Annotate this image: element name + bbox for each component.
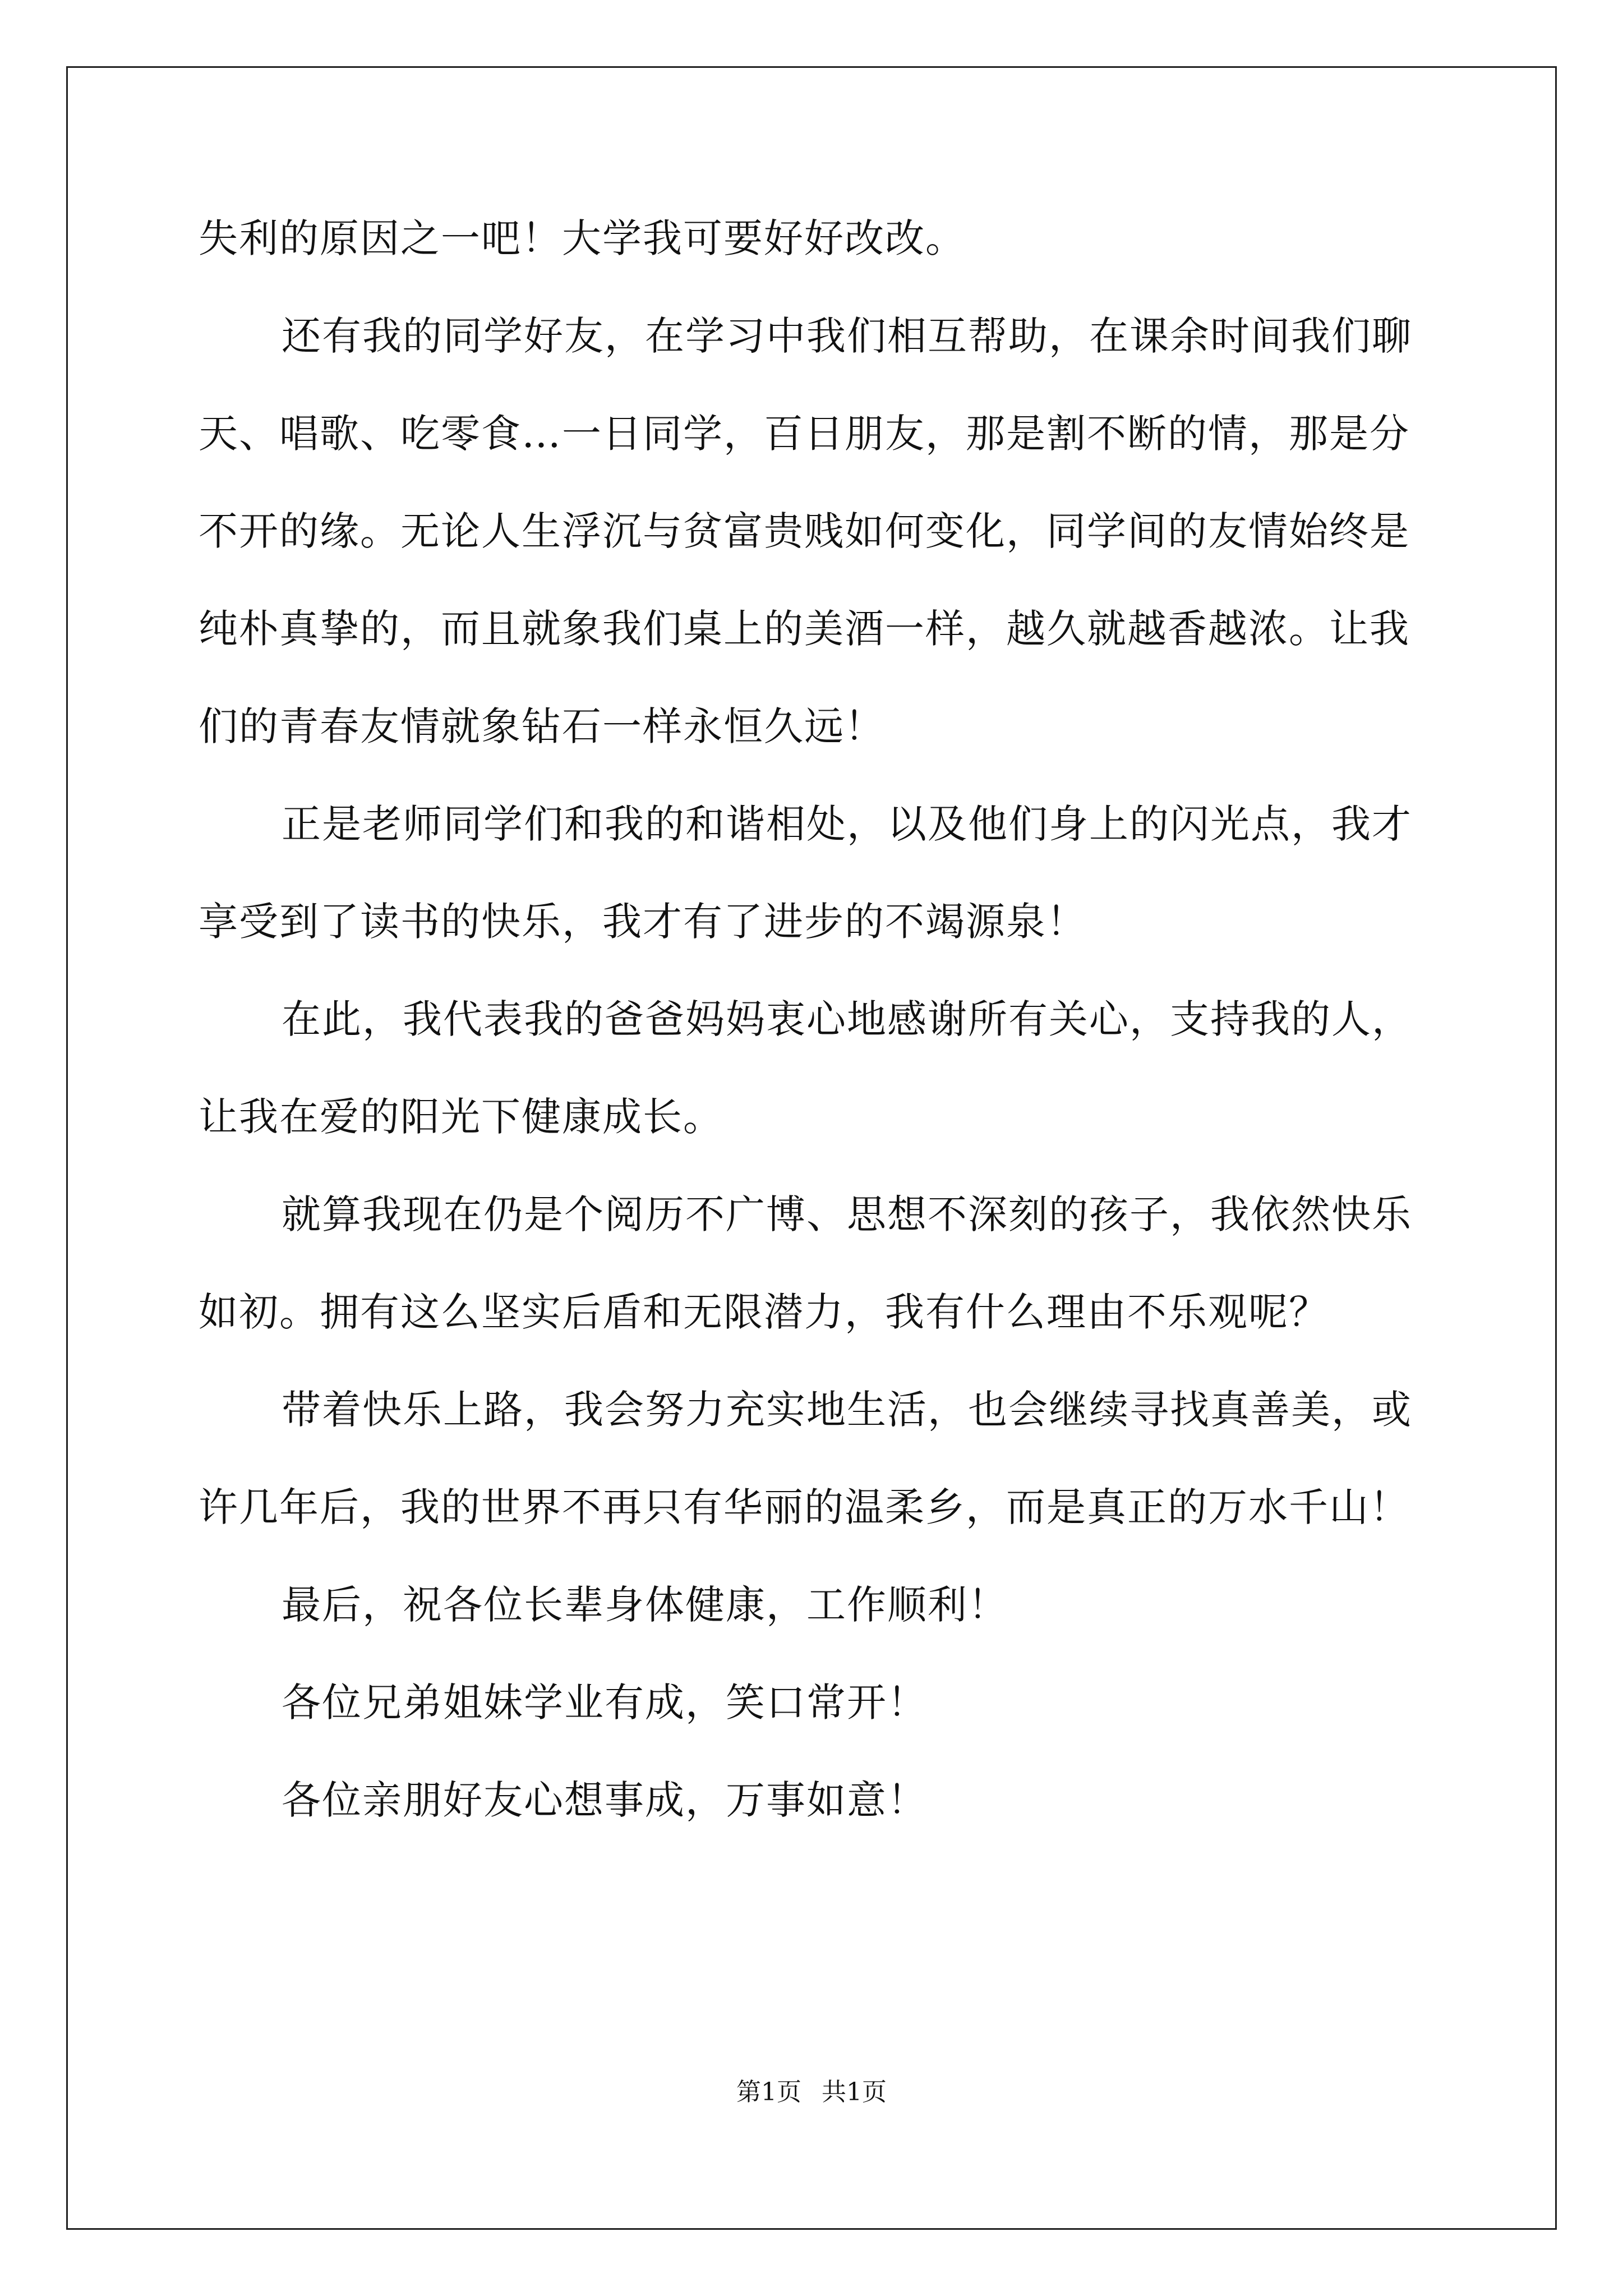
text-line: 各位亲朋好友心想事成，万事如意！	[282, 1777, 928, 1823]
text-line: 纯朴真挚的，而且就象我们桌上的美酒一样，越久就越香越浓。让我	[199, 606, 1410, 652]
text-line: 正是老师同学们和我的和谐相处，以及他们身上的闪光点，我才	[282, 801, 1412, 847]
text-line: 还有我的同学好友，在学习中我们相互帮助，在课余时间我们聊	[282, 313, 1412, 359]
text-line: 如初。拥有这么坚实后盾和无限潜力，我有什么理由不乐观呢？	[199, 1289, 1329, 1335]
text-line: 们的青春友情就象钻石一样永恒久远！	[199, 703, 885, 749]
text-line: 在此，我代表我的爸爸妈妈衷心地感谢所有关心，支持我的人，	[282, 996, 1412, 1042]
text-line: 让我在爱的阳光下健康成长。	[199, 1094, 723, 1140]
page-total: 共1页	[822, 2078, 887, 2106]
text-line: 享受到了读书的快乐，我才有了进步的不竭源泉！	[199, 899, 1087, 945]
page-number: 第1页	[736, 2078, 801, 2106]
text-line: 天、唱歌、吃零食…一日同学，百日朋友，那是割不断的情，那是分	[199, 411, 1410, 457]
text-line: 各位兄弟姐妹学业有成，笑口常开！	[282, 1680, 928, 1726]
text-line: 不开的缘。无论人生浮沉与贫富贵贱如何变化，同学间的友情始终是	[199, 508, 1410, 554]
page-footer	[0, 2076, 1623, 2109]
text-line: 失利的原因之一吧！大学我可要好好改改。	[199, 215, 966, 261]
text-line: 许几年后，我的世界不再只有华丽的温柔乡，而是真正的万水千山！	[199, 1484, 1410, 1530]
text-line: 最后，祝各位长辈身体健康，工作顺利！	[282, 1582, 1008, 1628]
text-line: 就算我现在仍是个阅历不广博、思想不深刻的孩子，我依然快乐	[282, 1191, 1412, 1237]
text-line: 带着快乐上路，我会努力充实地生活，也会继续寻找真善美，或	[282, 1387, 1412, 1433]
page-border	[66, 66, 1557, 2230]
